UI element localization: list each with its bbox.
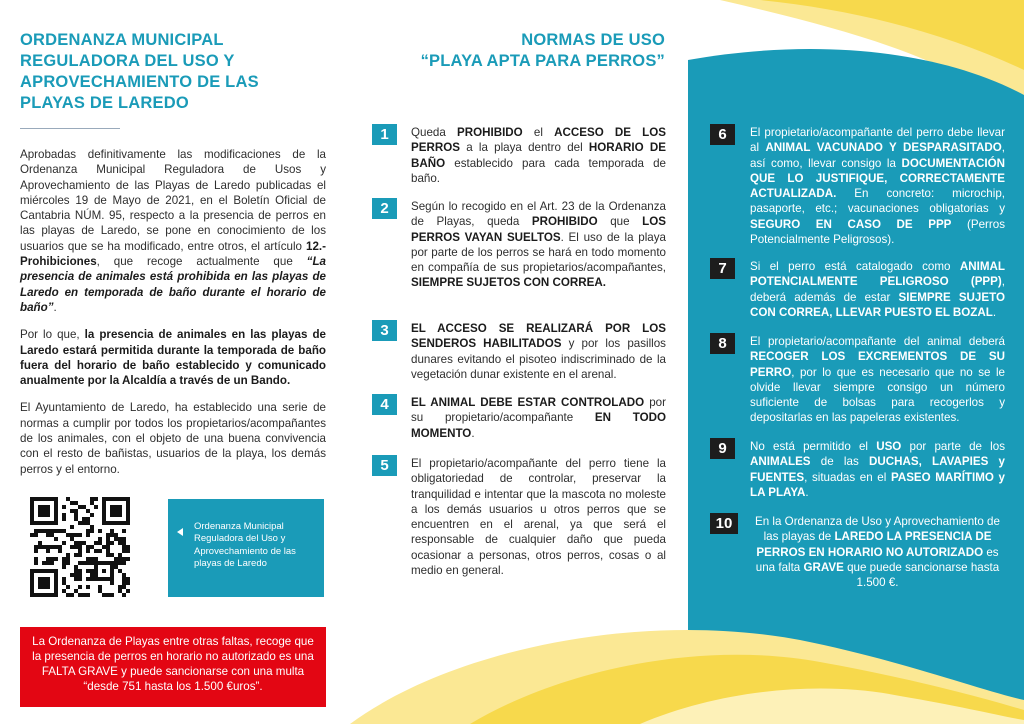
rule-text-1: Queda PROHIBIDO el ACCESO DE LOS PERROS a la playa dentro del HORARIO DE BAÑO establecido para cada temporada de baño.	[411, 126, 667, 185]
rule-number-6: 6	[710, 124, 735, 145]
title-divider	[20, 128, 120, 129]
rule-text-10: En la Ordenanza de Uso y Aprovechamiento de las playas de LAREDO LA PRESENCIA DE PERROS EN HORARIO NO AUTORIZADO es una falta GRAVE que puede sancionarse hasta 1.500 €.	[755, 515, 1000, 590]
rule-number-10: 10	[710, 513, 738, 534]
rule-number-1: 1	[372, 124, 397, 145]
middle-title	[380, 30, 665, 72]
rule-text-3: EL ACCESO SE REALIZARÁ POR LOS SENDEROS HABILITADOS y por los pasillos dunares evitando el pisoteo indiscriminado de la vegetación dunar existente en el arenal.	[411, 322, 666, 381]
rule-number-3: 3	[372, 320, 397, 341]
rule-number-7: 7	[710, 258, 735, 279]
rule-text-6: El propietario/acompañante del perro debe llevar al ANIMAL VACUNADO Y DESPARASITADO, así como, llevar consigo la DOCUMENTACIÓN QUE LO JUSTIFIQUE, CORRECTAMENTE ACTUALIZADA. En concreto: microchip, pasaporte, etc.; vacunaciones obligatorias y SEGURO EN CASO DE PPP (Perros Potencialmente Peligrosos).	[750, 126, 1005, 247]
rule-number-5: 5	[372, 455, 397, 476]
rules-title-line1: NORMAS DE USO	[521, 31, 665, 49]
council-paragraph: El Ayuntamiento de Laredo, ha establecido una serie de normas a cumplir por todos los propietarios/acompañantes de los animales, con el objeto de una buena convivencia con el resto de bañistas, usuarios de la playa, los demás perros y el entorno.	[20, 401, 326, 476]
rule-number-4: 4	[372, 394, 397, 415]
ordinance-title: ORDENANZA MUNICIPAL REGULADORA DEL USO Y APROVECHAMIENTO DE LAS PLAYAS DE LAREDO	[20, 31, 259, 112]
rule-text-7: Si el perro está catalogado como ANIMAL POTENCIALMENTE PELIGROSO (PPP), deberá además de estar SIEMPRE SUJETO CON CORREA, LLEVAR PUESTO EL BOZAL.	[750, 260, 1005, 319]
arrow-left-icon	[177, 528, 183, 536]
left-column	[20, 30, 326, 477]
rule-text-5: El propietario/acompañante del perro tiene la obligatoriedad de controlar, preservar la tranquilidad e intentar que la mascota no moleste a los demás usuarios u otros perros que se encuentren en el arenal, ya que será el responsable de cualquier daño que pueda ocasionar a personas, otros perros, cosas o al medio en general.	[411, 457, 666, 578]
penalty-notice: La Ordenanza de Playas entre otras faltas, recoge que la presencia de perros en horario no autorizado es una FALTA GRAVE y puede sancionarse con una multa “desde 751 hasta los 1.500 €uros”.	[20, 627, 326, 707]
rule-number-2: 2	[372, 198, 397, 219]
rules-title-line2: “PLAYA APTA PARA PERROS”	[420, 52, 665, 70]
intro-paragraph: Aprobadas definitivamente las modificaciones de la Ordenanza Municipal Reguladora de Usos y Aprovechamiento de las Playas de Laredo publicadas el miércoles 19 de Mayo de 2021, en el Boletín Oficial de Cantabria NÚM. 95, respecto a la presencia de perros en las playas de Laredo, se pone en conocimiento de los usuarios que se ha modificado, entre otros, el artículo 12.- Prohibiciones, que recoge actualmente que “La presencia de animales está prohibida en las playas de Laredo en temporada de baño durante el horario de baño”.	[20, 148, 326, 314]
qr-link-box[interactable]	[168, 499, 324, 597]
rule-text-2: Según lo recogido en el Art. 23 de la Ordenanza de Playas, queda PROHIBIDO que LOS PERROS VAYAN SUELTOS. El uso de la playa por parte de los perros se hará en todo momento en compañía de sus propietarios/acompañantes, SIEMPRE SUJETOS CON CORREA.	[411, 200, 666, 290]
rule-number-8: 8	[710, 333, 735, 354]
rule-number-9: 9	[710, 438, 735, 459]
qr-link-label: Ordenanza Municipal Reguladora del Uso y Aprovechamiento de las playas de Laredo	[194, 521, 296, 569]
rule-text-8: El propietario/acompañante del animal deberá RECOGER LOS EXCREMENTOS DE SU PERRO, por lo que es necesario que no se le olvide llevar siempre consigo un número suficiente de bolsas para recogerlos y depositarlas en las papeleras existentes.	[750, 335, 1005, 425]
rule-text-9: No está permitido el USO por parte de los ANIMALES de las DUCHAS, LAVAPIES y FUENTES, situadas en el PASEO MARÍTIMO y LA PLAYA.	[750, 440, 1005, 499]
rule-text-4: EL ANIMAL DEBE ESTAR CONTROLADO por su propietario/acompañante EN TODO MOMENTO.	[411, 396, 667, 440]
qr-code[interactable]	[30, 497, 130, 597]
permission-paragraph: Por lo que, la presencia de animales en las playas de Laredo estará permitida durante la temporada de baño fuera del horario de baño establecido y comunicado anualmente por la Alcaldía a través de un Bando.	[20, 328, 326, 388]
